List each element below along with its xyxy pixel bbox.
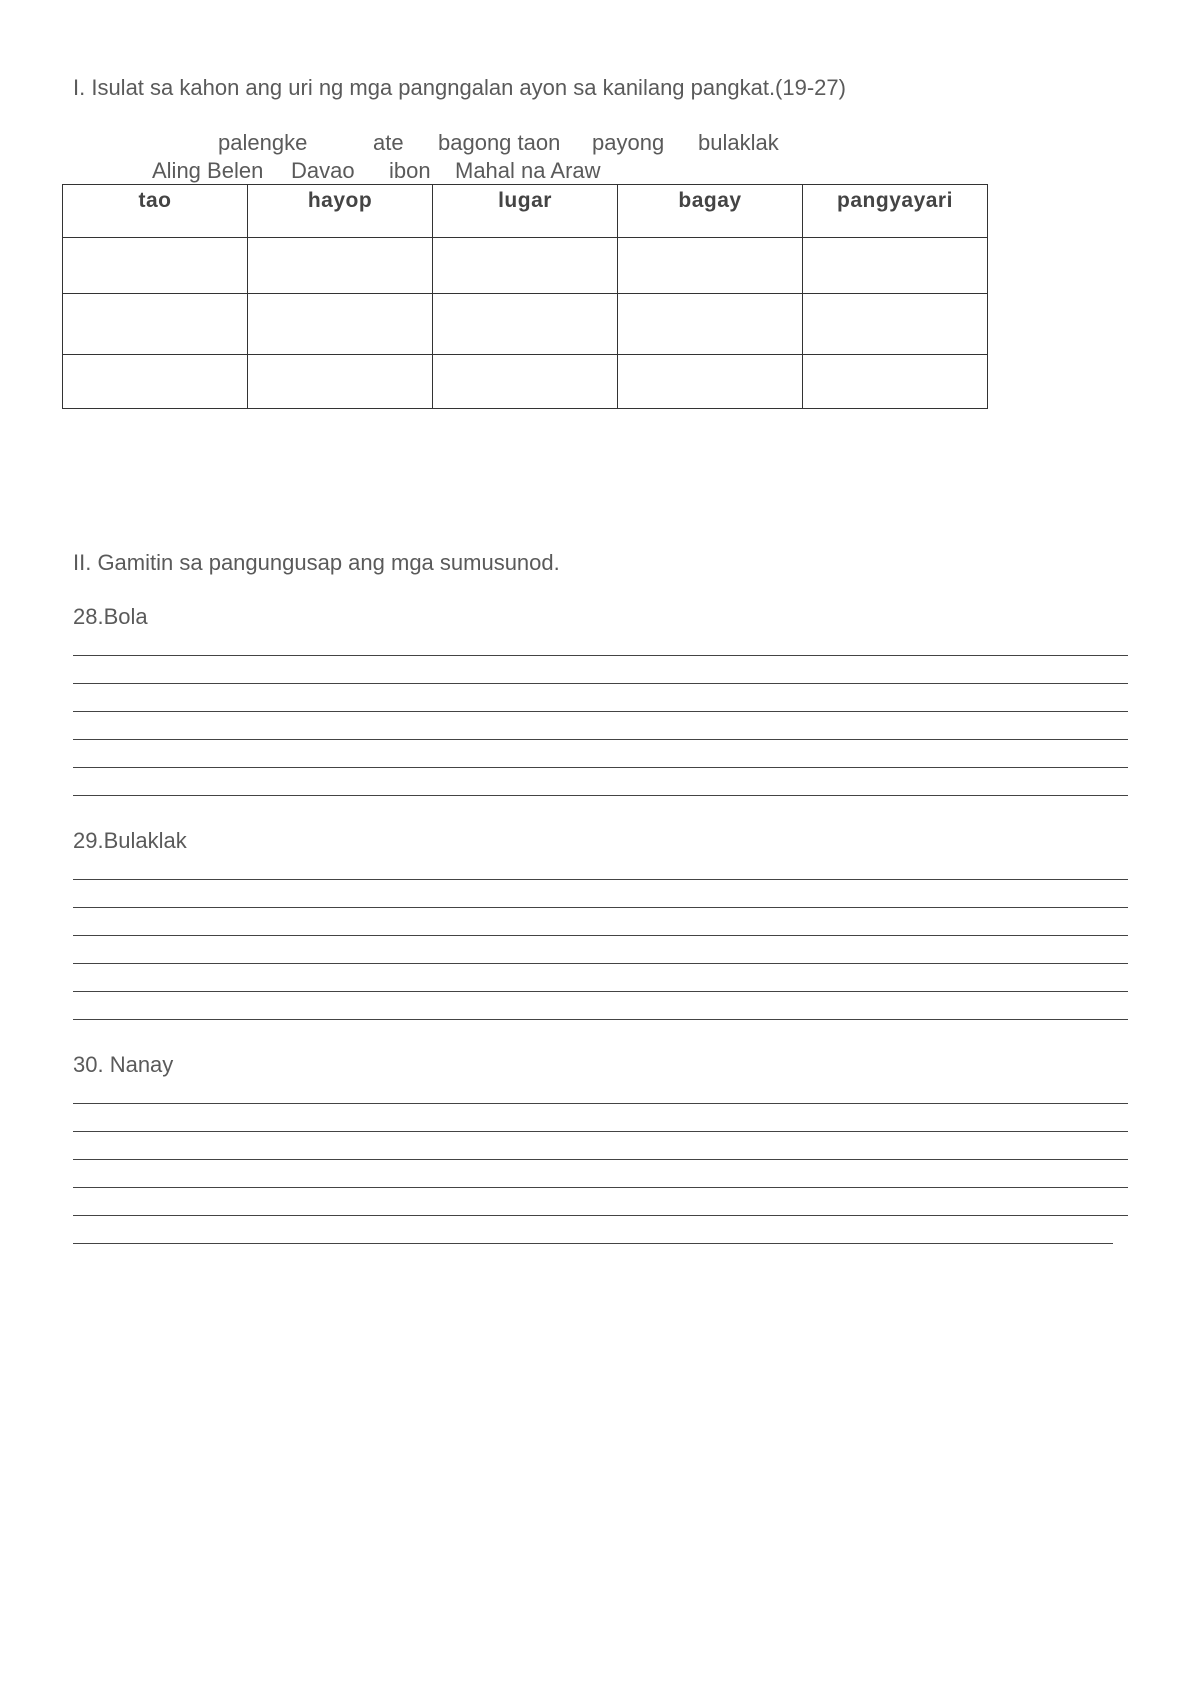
word-bank-item: Aling Belen (152, 158, 264, 183)
writing-line[interactable] (73, 935, 1128, 936)
answer-cell[interactable] (248, 294, 433, 355)
table-row (63, 355, 988, 409)
writing-line[interactable] (73, 711, 1128, 712)
answer-cell[interactable] (248, 355, 433, 409)
noun-classification-table (62, 184, 988, 409)
table-row (63, 294, 988, 355)
table-header-row (63, 185, 988, 238)
writing-line[interactable] (73, 963, 1128, 964)
answer-cell[interactable] (803, 294, 988, 355)
word-bank-item: palengke (218, 130, 308, 155)
answer-cell[interactable] (618, 238, 803, 294)
column-header-lugar: lugar (433, 185, 618, 238)
item-29-label: 29.Bulaklak (73, 828, 187, 853)
writing-line[interactable] (73, 655, 1128, 656)
item-30-label: 30. Nanay (73, 1052, 174, 1077)
writing-line[interactable] (73, 879, 1128, 880)
item-28-label: 28.Bola (73, 604, 148, 629)
writing-line[interactable] (73, 1187, 1128, 1188)
column-header-hayop: hayop (248, 185, 433, 238)
column-header-bagay: bagay (618, 185, 803, 238)
word-bank-item: payong (592, 130, 665, 155)
answer-cell[interactable] (433, 238, 618, 294)
word-bank-item: Mahal na Araw (455, 158, 601, 183)
answer-cell[interactable] (63, 355, 248, 409)
writing-line[interactable] (73, 1103, 1128, 1104)
answer-cell[interactable] (618, 355, 803, 409)
part1-instruction: I. Isulat sa kahon ang uri ng mga pangngalan ayon sa kanilang pangkat.(19-27) (73, 75, 846, 100)
writing-line[interactable] (73, 683, 1128, 684)
answer-cell[interactable] (248, 238, 433, 294)
word-bank-item: bulaklak (698, 130, 779, 155)
answer-cell[interactable] (803, 238, 988, 294)
writing-line[interactable] (73, 767, 1128, 768)
writing-line[interactable] (73, 1131, 1128, 1132)
part2-instruction: II. Gamitin sa pangungusap ang mga sumusunod. (73, 550, 560, 575)
writing-line[interactable] (73, 739, 1128, 740)
writing-line[interactable] (73, 1159, 1128, 1160)
column-header-pangyayari: pangyayari (803, 185, 988, 238)
answer-cell[interactable] (618, 294, 803, 355)
answer-cell[interactable] (63, 238, 248, 294)
writing-line[interactable] (73, 1019, 1128, 1020)
table-row (63, 238, 988, 294)
writing-line[interactable] (73, 991, 1128, 992)
word-bank-item: Davao (291, 158, 355, 183)
writing-line[interactable] (73, 907, 1128, 908)
word-bank-item: ate (373, 130, 404, 155)
word-bank-item: bagong taon (438, 130, 561, 155)
answer-cell[interactable] (433, 294, 618, 355)
writing-line[interactable] (73, 1243, 1113, 1244)
answer-cell[interactable] (803, 355, 988, 409)
answer-cell[interactable] (433, 355, 618, 409)
word-bank-item: ibon (389, 158, 431, 183)
answer-cell[interactable] (63, 294, 248, 355)
writing-line[interactable] (73, 795, 1128, 796)
writing-line[interactable] (73, 1215, 1128, 1216)
column-header-tao: tao (63, 185, 248, 238)
